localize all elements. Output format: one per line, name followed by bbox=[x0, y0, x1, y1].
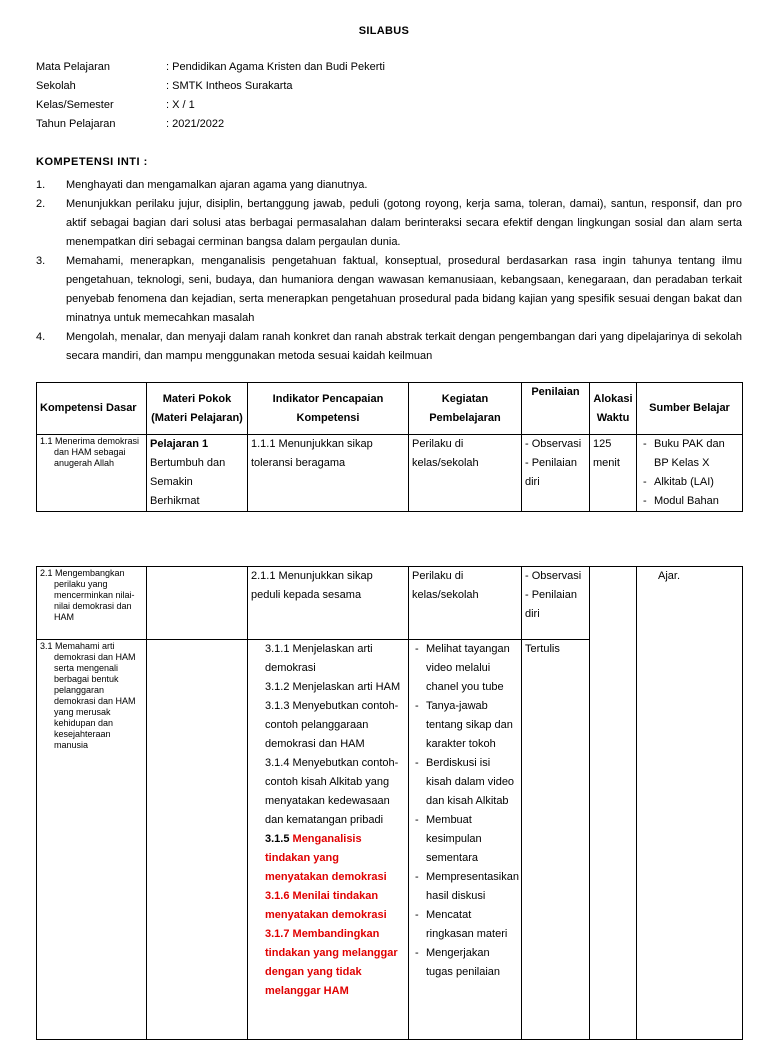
meta-label: Tahun Pelajaran bbox=[36, 118, 116, 130]
kegiatan-item-text: Mempresentasikan hasil diskusi bbox=[426, 871, 519, 902]
indikator-text: Menyebutkan contoh-contoh pelanggaraan demokrasi dan HAM bbox=[265, 700, 399, 750]
header-kompetensi-dasar: Kompetensi Dasar bbox=[37, 383, 147, 435]
list-number: 3. bbox=[36, 255, 46, 267]
kd-cell bbox=[37, 567, 147, 640]
list-text: Memahami, menerapkan, menganalisis pengetahuan faktual, konseptual, prosedural berdasarkan rasa ingin tahunya tentang ilmu pengetahuan, teknologi, seni, budaya, dan humaniora dengan wawasan kemanusiaan, kebangsaan, kenegaraan, dan peradaban terkait penyebab fenomena dan kejadian, serta menerapkan pengetahuan prosedural pada bidang kajian yang spesifik sesuai dengan bakat dan minatnya untuk memecahkan masalah bbox=[66, 255, 742, 324]
table-row bbox=[37, 567, 743, 640]
meta-label: Sekolah bbox=[36, 80, 76, 92]
list-text: Mengolah, menalar, dan menyaji dalam ranah konkret dan ranah abstrak terkait dengan pengembangan dari yang dipelajarinya di sekolah secara mandiri, dan mampu menggunakan metoda sesuai kaidah keilmuan bbox=[66, 331, 742, 362]
header-indikator: Indikator Pencapaian Kompetensi bbox=[248, 383, 409, 435]
header-penilaian: Penilaian bbox=[522, 383, 590, 435]
table-header-row bbox=[37, 383, 743, 435]
syllabus-table-2 bbox=[36, 566, 743, 1040]
indikator-cell bbox=[248, 435, 409, 512]
indikator-number: 3.1.5 bbox=[265, 833, 290, 845]
header-sumber-belajar: Sumber Belajar bbox=[637, 383, 743, 435]
page-title: SILABUS bbox=[358, 25, 410, 37]
indikator-item-highlight bbox=[251, 830, 405, 887]
list-item bbox=[36, 176, 742, 195]
indikator-text: Menyebutkan contoh-contoh kisah Alkitab yang menyatakan kedewasaan dan kematangan pribadi bbox=[265, 757, 399, 826]
kd-cell bbox=[37, 640, 147, 1040]
penilaian-item: - Observasi bbox=[525, 438, 582, 450]
penilaian-text: Tertulis bbox=[525, 643, 560, 655]
list-number: 2. bbox=[36, 198, 46, 210]
meta-value: : Pendidikan Agama Kristen dan Budi Pekerti bbox=[166, 61, 385, 73]
meta-row bbox=[36, 118, 385, 137]
sumber-item: - Modul Bahan bbox=[643, 495, 719, 507]
kegiatan-text: Perilaku di kelas/sekolah bbox=[412, 438, 479, 469]
kegiatan-item-text: Membuat kesimpulan sementara bbox=[426, 814, 482, 864]
kompetensi-inti-heading: KOMPETENSI INTI : bbox=[36, 156, 148, 168]
indikator-item bbox=[251, 754, 405, 830]
list-text: Menghayati dan mengamalkan ajaran agama yang dianutnya. bbox=[66, 179, 368, 191]
kegiatan-cell bbox=[409, 567, 522, 640]
kegiatan-cell bbox=[409, 435, 522, 512]
indikator-cell bbox=[248, 567, 409, 640]
indikator-number: 1.1.1 bbox=[251, 438, 276, 450]
indikator-number: 3.1.3 bbox=[265, 700, 290, 712]
meta-value: : X / 1 bbox=[166, 99, 195, 111]
meta-value: : 2021/2022 bbox=[166, 118, 225, 130]
kegiatan-item-text: Mencatat ringkasan materi bbox=[426, 909, 508, 940]
sumber-item-text: Buku PAK dan BP Kelas X bbox=[654, 438, 725, 469]
sumber-text: Ajar. bbox=[658, 570, 681, 582]
kegiatan-item: - Mencatat ringkasan materi bbox=[415, 909, 508, 940]
alokasi-cell bbox=[590, 435, 637, 512]
list-text: Menunjukkan perilaku jujur, disiplin, bertanggung jawab, peduli (gotong royong, kerja sama, toleran, damai), santun, responsif, dan pro aktif sebagai bagian dari solusi atas berbagai permasalahan dalam berinteraksi secara efektif dengan lingkungan sosial dan alam serta menempatkan diri sebagai cerminan bangsa dalam pergaulan dunia. bbox=[66, 198, 742, 248]
meta-value: : SMTK Intheos Surakarta bbox=[166, 80, 293, 92]
penilaian-item: - Observasi bbox=[525, 570, 582, 582]
materi-cell bbox=[147, 567, 248, 640]
kompetensi-inti-list bbox=[36, 176, 742, 366]
meta-row bbox=[36, 61, 385, 80]
sumber-cell bbox=[637, 567, 743, 1040]
kegiatan-item: - Membuat kesimpulan sementara bbox=[415, 814, 482, 864]
kegiatan-cell bbox=[409, 640, 522, 1040]
indikator-number: 3.1.7 bbox=[265, 928, 290, 940]
indikator-text: Membandingkan tindakan yang melanggar dengan yang tidak melanggar HAM bbox=[265, 928, 398, 997]
kegiatan-item: - Tanya-jawab tentang sikap dan karakter tokoh bbox=[415, 700, 513, 750]
header-alokasi-waktu: Alokasi Waktu bbox=[590, 383, 637, 435]
penilaian-cell bbox=[522, 435, 590, 512]
kegiatan-item: - Melihat tayangan video melalui chanel you tube bbox=[415, 643, 510, 693]
sumber-item: - Buku PAK dan BP Kelas X bbox=[643, 438, 725, 469]
penilaian-item: - Penilaian diri bbox=[525, 589, 577, 620]
list-number: 1. bbox=[36, 179, 46, 191]
syllabus-table-1 bbox=[36, 382, 743, 512]
sumber-item: - Alkitab (LAI) bbox=[643, 476, 714, 488]
sumber-item-text: Alkitab (LAI) bbox=[654, 476, 714, 488]
meta-row bbox=[36, 80, 385, 99]
indikator-item bbox=[251, 640, 405, 678]
kegiatan-item-text: Tanya-jawab tentang sikap dan karakter tokoh bbox=[426, 700, 513, 750]
sumber-cell bbox=[637, 435, 743, 512]
indikator-number: 3.1.4 bbox=[265, 757, 290, 769]
kegiatan-text: Perilaku di kelas/sekolah bbox=[412, 570, 479, 601]
kegiatan-item: - Berdiskusi isi kisah dalam video dan kisah Alkitab bbox=[415, 757, 515, 807]
materi-cell bbox=[147, 640, 248, 1040]
indikator-number: 2.1.1 bbox=[251, 570, 276, 582]
meta-label: Kelas/Semester bbox=[36, 99, 114, 111]
indikator-number: 3.1.1 bbox=[265, 643, 290, 655]
kegiatan-item-text: Mengerjakan tugas penilaian bbox=[426, 947, 501, 978]
indikator-cell bbox=[248, 640, 409, 1040]
header-materi-pokok: Materi Pokok (Materi Pelajaran) bbox=[147, 383, 248, 435]
kd-cell bbox=[37, 435, 147, 512]
materi-text: Bertumbuh dan Semakin Berhikmat bbox=[150, 457, 226, 507]
kd-text: 1.1 Menerima demokrasi dan HAM sebagai anugerah Allah bbox=[40, 436, 140, 468]
penilaian-cell bbox=[522, 640, 590, 1040]
indikator-item-highlight bbox=[251, 887, 405, 925]
kd-text: 3.1 Memahami arti demokrasi dan HAM serta mengenali berbagai bentuk pelanggaran demokrasi dan HAM yang merusak kehidupan dan kesejahteraan manusia bbox=[40, 641, 136, 750]
penilaian-item: - Penilaian diri bbox=[525, 457, 577, 488]
indikator-number: 3.1.2 bbox=[265, 681, 290, 693]
table-row bbox=[37, 435, 743, 512]
indikator-text: Menjelaskan arti demokrasi bbox=[265, 643, 373, 674]
alokasi-cell bbox=[590, 567, 637, 1040]
indikator-text: Menganalisis tindakan yang menyatakan demokrasi bbox=[265, 833, 387, 883]
materi-title: Pelajaran 1 bbox=[150, 438, 209, 450]
list-number: 4. bbox=[36, 331, 46, 343]
list-item bbox=[36, 252, 742, 328]
indikator-item-highlight bbox=[251, 925, 405, 1001]
sumber-item-text: Modul Bahan bbox=[654, 495, 719, 507]
indikator-text: Menilai tindakan menyatakan demokrasi bbox=[265, 890, 387, 921]
meta-row bbox=[36, 99, 385, 118]
alokasi-text: 125 menit bbox=[593, 438, 620, 469]
kegiatan-item: - Mempresentasikan hasil diskusi bbox=[415, 871, 519, 902]
kegiatan-item: - Mengerjakan tugas penilaian bbox=[415, 947, 501, 978]
indikator-text: Menunjukkan sikap toleransi beragama bbox=[251, 438, 373, 469]
materi-cell bbox=[147, 435, 248, 512]
indikator-item bbox=[251, 678, 405, 697]
meta-block bbox=[36, 61, 385, 137]
meta-label: Mata Pelajaran bbox=[36, 61, 110, 73]
indikator-text: Menjelaskan arti HAM bbox=[292, 681, 401, 693]
list-item bbox=[36, 195, 742, 252]
indikator-number: 3.1.6 bbox=[265, 890, 290, 902]
list-item bbox=[36, 328, 742, 366]
kegiatan-item-text: Melihat tayangan video melalui chanel you tube bbox=[426, 643, 510, 693]
penilaian-cell bbox=[522, 567, 590, 640]
header-kegiatan: Kegiatan Pembelajaran bbox=[409, 383, 522, 435]
kd-text: 2.1 Mengembangkan perilaku yang mencerminkan nilai-nilai demokrasi dan HAM bbox=[40, 568, 135, 622]
kegiatan-item-text: Berdiskusi isi kisah dalam video dan kisah Alkitab bbox=[426, 757, 515, 807]
indikator-text: Menunjukkan sikap peduli kepada sesama bbox=[251, 570, 373, 601]
indikator-item bbox=[251, 697, 405, 754]
